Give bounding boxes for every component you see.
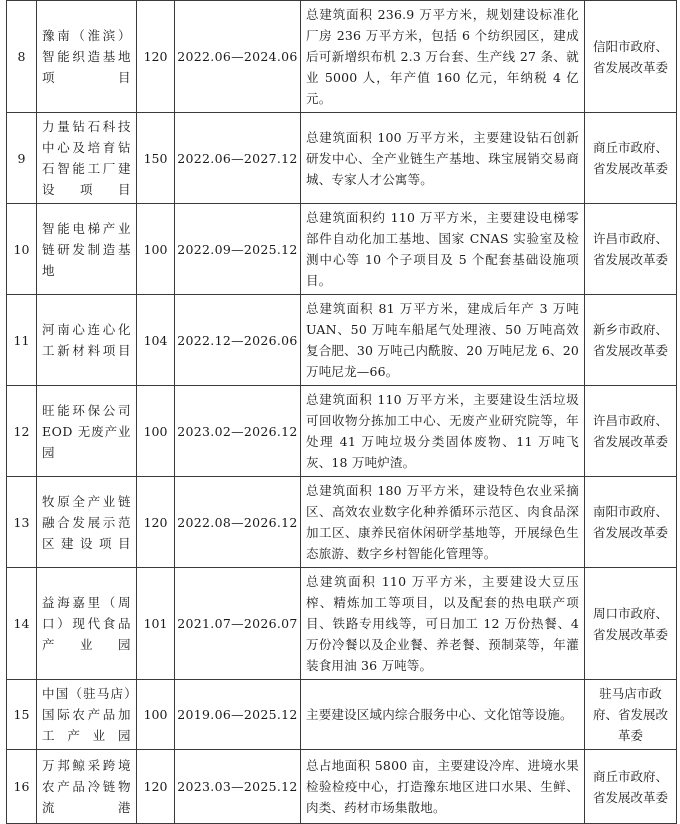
project-name: 豫南（淮滨）智能织造基地项目 [37,1,137,113]
project-name: 旺能环保公司 EOD 无废产业园 [37,386,137,477]
construction-content: 总建筑面积 110 万平方米，主要建设大豆压榨、精炼加工等项目，以及配套的热电联产项目、铁路专用线等，可日加工 12 万份热餐、4 万份冷餐以及企业餐、养老餐、预制菜等，年灌装食用油 36 万吨等。 [301,568,585,680]
project-name: 万邦鲸采跨境农产品冷链物流港 [37,750,137,824]
construction-period: 2023.02—2026.12 [175,386,301,477]
row-number: 15 [7,680,37,750]
project-name: 河南心连心化工新材料项目 [37,295,137,386]
construction-period: 2021.07—2026.07 [175,568,301,680]
projects-table-body [7,1,677,824]
investment: 150 [137,113,175,204]
construction-content: 总建筑面积 110 万平方米，主要建设生活垃圾可回收物分拣加工中心、无废产业研究院等，年处理 41 万吨垃圾分类固体废物、11 万吨飞灰、18 万吨炉渣。 [301,386,585,477]
construction-period: 2022.08—2026.12 [175,477,301,568]
investment: 120 [137,477,175,568]
project-name: 中国（驻马店）国际农产品加工产业园 [37,680,137,750]
investment: 100 [137,204,175,295]
row-number: 14 [7,568,37,680]
table-row [7,750,677,824]
row-number: 9 [7,113,37,204]
table-row [7,295,677,386]
construction-period: 2023.03—2025.12 [175,750,301,824]
responsible-dept: 许昌市政府、省发展改革委 [585,204,677,295]
responsible-dept: 新乡市政府、省发展改革委 [585,295,677,386]
responsible-dept: 商丘市政府、省发展改革委 [585,750,677,824]
construction-content: 总建筑面积约 110 万平方米，主要建设电梯零部件自动化加工基地、国家 CNAS 实验室及检测中心等 10 个子项目及 5 个配套基础设施项目。 [301,204,585,295]
investment: 120 [137,1,175,113]
construction-content: 主要建设区域内综合服务中心、文化馆等设施。 [301,680,585,750]
project-name: 力量钻石科技中心及培育钻石智能工厂建设项目 [37,113,137,204]
construction-content: 总建筑面积 81 万平方米，建成后年产 3 万吨 UAN、50 万吨车船尾气处理液、50 万吨高效复合肥、30 万吨己内酰胺、20 万吨尼龙 6、20 万吨尼龙—66。 [301,295,585,386]
construction-content: 总建筑面积 236.9 万平方米，规划建设标准化厂房 236 万平方米，包括 6 个纺织园区，建成后可新增织布机 2.3 万台套、生产线 27 条、就业 5000 人，年产值 160 亿元，年纳税 4 亿元。 [301,1,585,113]
table-row [7,1,677,113]
row-number: 12 [7,386,37,477]
row-number: 8 [7,1,37,113]
table-row [7,386,677,477]
project-name: 牧原全产业链融合发展示范区建设项目 [37,477,137,568]
row-number: 16 [7,750,37,824]
construction-period: 2019.06—2025.12 [175,680,301,750]
construction-period: 2022.12—2026.06 [175,295,301,386]
responsible-dept: 周口市政府、省发展改革委 [585,568,677,680]
row-number: 11 [7,295,37,386]
investment: 101 [137,568,175,680]
responsible-dept: 驻马店市政府、省发展改革委 [585,680,677,750]
table-row [7,477,677,568]
construction-period: 2022.06—2027.12 [175,113,301,204]
construction-period: 2022.09—2025.12 [175,204,301,295]
responsible-dept: 商丘市政府、省发展改革委 [585,113,677,204]
project-name: 智能电梯产业链研发制造基地 [37,204,137,295]
table-row [7,113,677,204]
project-name: 益海嘉里（周口）现代食品产业园 [37,568,137,680]
row-number: 10 [7,204,37,295]
table-row [7,204,677,295]
construction-content: 总建筑面积 100 万平方米，主要建设钻石创新研发中心、全产业链生产基地、珠宝展销交易商城、专家人才公寓等。 [301,113,585,204]
investment: 100 [137,386,175,477]
responsible-dept: 信阳市政府、省发展改革委 [585,1,677,113]
responsible-dept: 许昌市政府、省发展改革委 [585,386,677,477]
investment: 120 [137,750,175,824]
construction-period: 2022.06—2024.06 [175,1,301,113]
construction-content: 总占地面积 5800 亩，主要建设冷库、进境水果检验检疫中心，打造豫东地区进口水果、生鲜、肉类、药材市场集散地。 [301,750,585,824]
construction-content: 总建筑面积 180 万平方米，建设特色农业采摘区、高效农业数字化种养循环示范区、肉食品深加工区、康养民宿休闲研学基地等，开展绿色生态旅游、数字乡村智能化管理等。 [301,477,585,568]
responsible-dept: 南阳市政府、省发展改革委 [585,477,677,568]
investment: 104 [137,295,175,386]
projects-table [6,0,677,824]
row-number: 13 [7,477,37,568]
investment: 100 [137,680,175,750]
table-row [7,680,677,750]
table-row [7,568,677,680]
